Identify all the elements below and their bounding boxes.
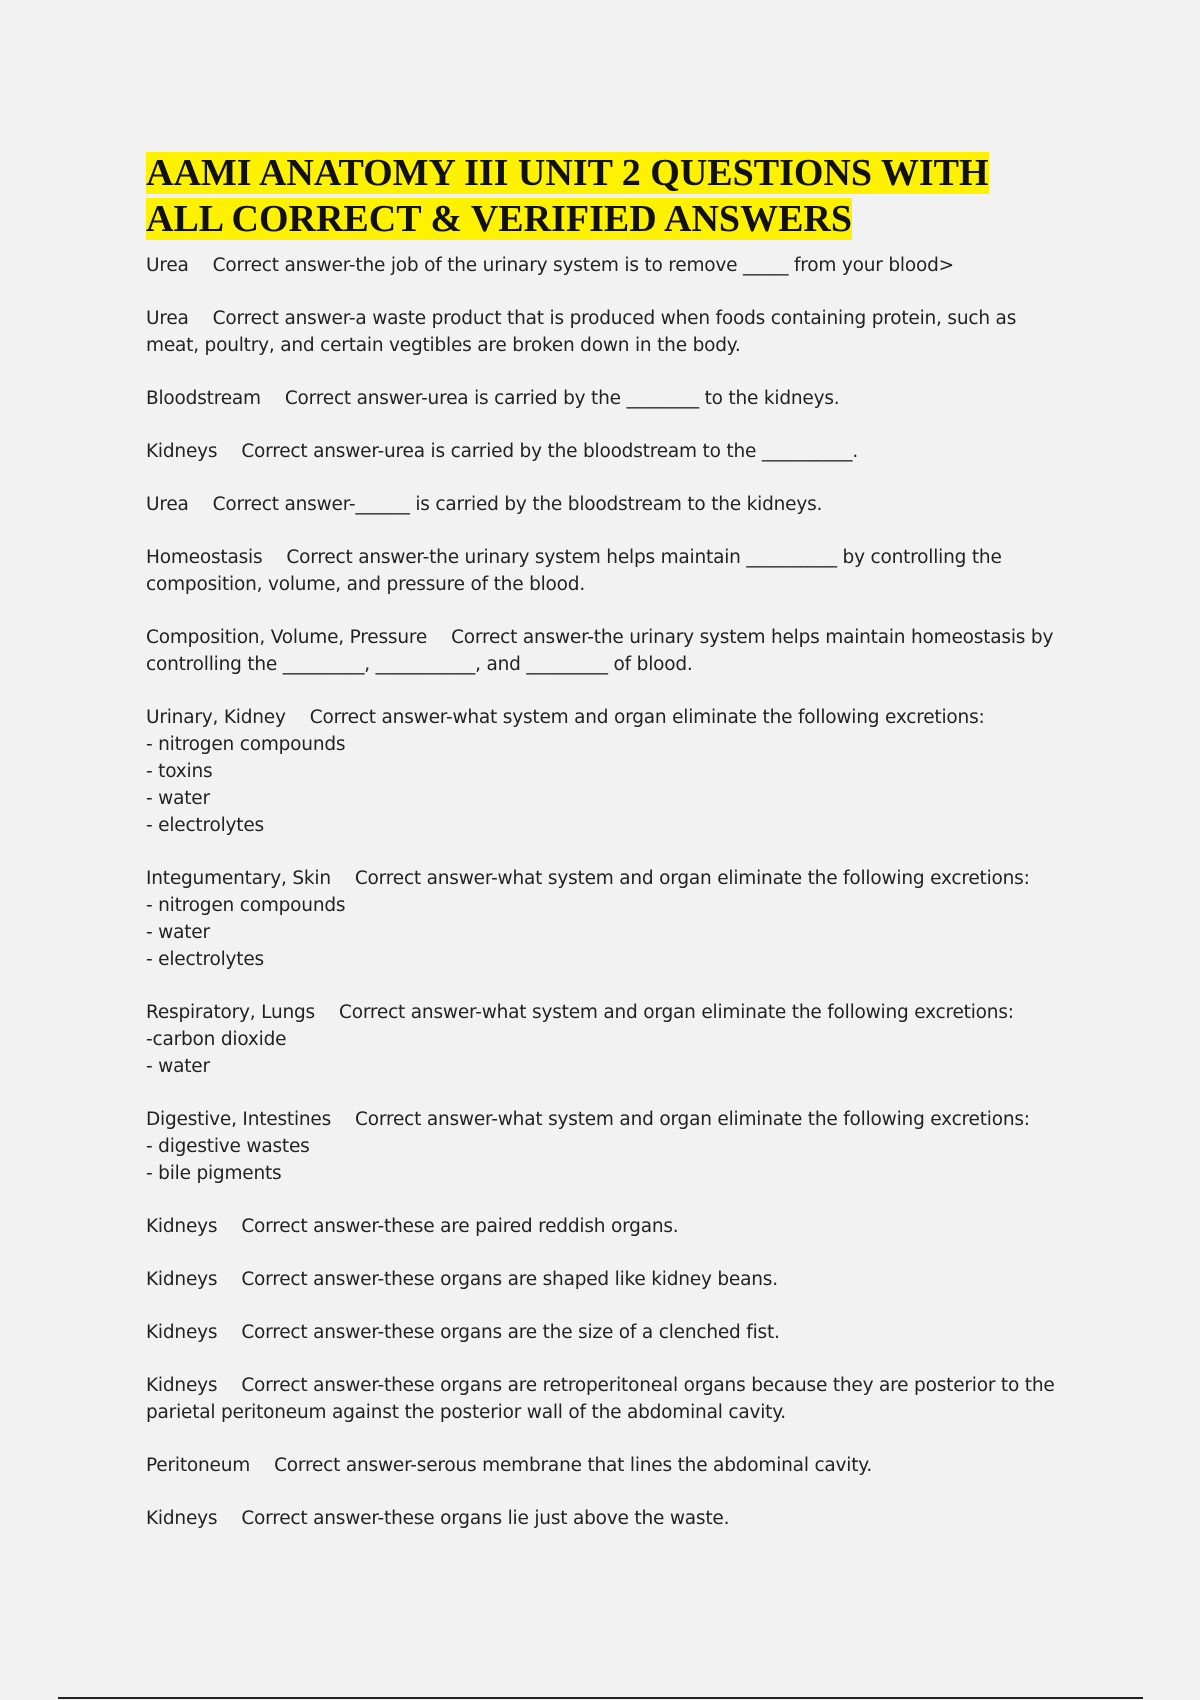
qa-entry [146,1106,1066,1187]
qa-answer: Correct answer-these are paired reddish organs. [241,1216,679,1237]
qa-list-item: - digestive wastes [146,1136,310,1157]
qa-list-item: - nitrogen compounds [146,734,346,755]
qa-list-item: - water [146,788,210,809]
qa-term: Bloodstream [146,388,261,409]
qa-term: Urinary, Kidney [146,707,286,728]
qa-answer: Correct answer-these organs are shaped like kidney beans. [241,1269,778,1290]
qa-answer: Correct answer-these organs are retroperitoneal organs because they are posterior to the parietal peritoneum against the posterior wall of the abdominal cavity. [146,1375,1055,1423]
document-title [146,150,1066,242]
qa-answer: Correct answer-these organs lie just above the waste. [241,1508,730,1529]
qa-term: Kidneys [146,1508,218,1529]
qa-term: Composition, Volume, Pressure [146,627,428,648]
qa-answer: Correct answer-what system and organ eliminate the following excretions: [355,1109,1030,1130]
qa-list-item: - water [146,1056,210,1077]
qa-entry [146,305,1066,359]
qa-answer: Correct answer-urea is carried by the ________ to the kidneys. [284,388,840,409]
qa-term: Kidneys [146,1269,218,1290]
qa-entry [146,1372,1066,1426]
qa-entry [146,999,1066,1080]
qa-entry [146,865,1066,973]
qa-answer: Correct answer-urea is carried by the bloodstream to the __________. [241,441,859,462]
title-line-2: ALL CORRECT & VERIFIED ANSWERS [146,198,852,240]
qa-term: Urea [146,494,189,515]
qa-list-item: - electrolytes [146,815,264,836]
qa-term: Peritoneum [146,1455,251,1476]
qa-term: Urea [146,255,189,276]
qa-term: Kidneys [146,441,218,462]
qa-term: Homeostasis [146,547,263,568]
qa-answer: Correct answer-these organs are the size of a clenched fist. [241,1322,780,1343]
qa-answer: Correct answer-what system and organ eliminate the following excretions: [309,707,985,728]
qa-answer: Correct answer-______ is carried by the bloodstream to the kidneys. [212,494,823,515]
qa-answer: Correct answer-the urinary system helps maintain __________ by controlling the composition, volume, and pressure of the blood. [146,547,1002,595]
qa-entry [146,491,1066,518]
qa-entry [146,704,1066,839]
qa-term: Respiratory, Lungs [146,1002,315,1023]
qa-entry [146,385,1066,412]
footer-rule [58,1697,1143,1699]
qa-entry [146,252,1066,279]
qa-list-item: - bile pigments [146,1163,282,1184]
qa-answer: Correct answer-what system and organ eliminate the following excretions: [338,1002,1014,1023]
qa-answer: Correct answer-what system and organ eliminate the following excretions: [354,868,1030,889]
title-line-1: AAMI ANATOMY III UNIT 2 QUESTIONS WITH [146,152,989,194]
qa-list-item: - water [146,922,210,943]
qa-entry [146,624,1066,678]
qa-answer: Correct answer-serous membrane that lines the abdominal cavity. [274,1455,873,1476]
qa-entry [146,1266,1066,1293]
qa-answer: Correct answer-the job of the urinary system is to remove _____ from your blood> [212,255,954,276]
qa-list-item: - nitrogen compounds [146,895,346,916]
qa-list-item: -carbon dioxide [146,1029,287,1050]
qa-term: Digestive, Intestines [146,1109,332,1130]
qa-entry [146,438,1066,465]
qa-entry [146,1452,1066,1479]
qa-answer: Correct answer-the urinary system helps maintain homeostasis by controlling the _________, ___________, and _________ of blood. [146,627,1054,675]
qa-list-item: - electrolytes [146,949,264,970]
qa-term: Integumentary, Skin [146,868,331,889]
document-content [146,150,1066,1558]
qa-entry [146,1505,1066,1532]
qa-term: Urea [146,308,189,329]
qa-term: Kidneys [146,1322,218,1343]
qa-list [146,252,1066,1532]
qa-entry [146,544,1066,598]
qa-entry [146,1213,1066,1240]
qa-list-item: - toxins [146,761,213,782]
qa-term: Kidneys [146,1216,218,1237]
qa-answer: Correct answer-a waste product that is produced when foods containing protein, such as meat, poultry, and certain vegtibles are broken down in the body. [146,308,1017,356]
qa-term: Kidneys [146,1375,218,1396]
qa-entry [146,1319,1066,1346]
